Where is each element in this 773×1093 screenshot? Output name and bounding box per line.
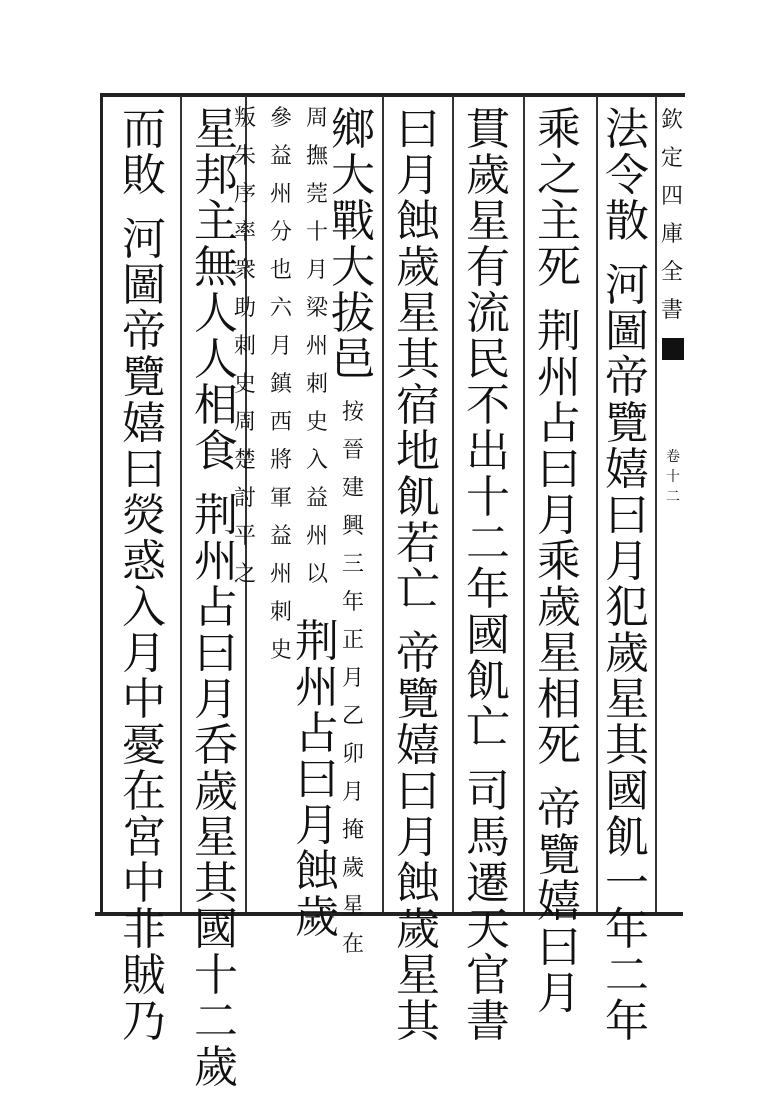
main-text-segment — [534, 784, 584, 1019]
glyph: 入 — [122, 582, 166, 633]
glyph: 民 — [466, 334, 510, 385]
glyph: 星 — [605, 674, 649, 725]
glyph: 人 — [194, 288, 238, 339]
main-text-segment — [328, 104, 378, 385]
glyph: 曰 — [396, 766, 440, 817]
glyph: 出 — [466, 426, 510, 477]
main-text-segment — [463, 104, 513, 753]
glyph: 蝕 — [295, 846, 339, 897]
glyph: 撫 — [305, 144, 328, 169]
glyph: 覽 — [537, 830, 581, 881]
commentary-segment — [302, 108, 332, 602]
glyph: 星 — [396, 950, 440, 1001]
glyph: 益 — [269, 524, 292, 549]
glyph: 覽 — [605, 398, 649, 449]
glyph: 參 — [269, 106, 292, 131]
main-text-segment — [191, 490, 241, 1093]
glyph: 其 — [194, 858, 238, 909]
glyph: 益 — [305, 486, 328, 511]
glyph: 覽 — [122, 352, 166, 403]
margin-title-char: 書 — [660, 298, 683, 323]
glyph: 不 — [466, 380, 510, 431]
glyph: 大 — [331, 242, 375, 293]
glyph: 嬉 — [122, 398, 166, 449]
glyph: 掩 — [341, 818, 364, 843]
glyph: 州 — [269, 562, 292, 587]
glyph: 州 — [194, 536, 238, 587]
glyph: 也 — [269, 258, 292, 283]
text-column — [462, 104, 514, 1047]
glyph: 若 — [396, 518, 440, 569]
glyph: 惑 — [122, 536, 166, 587]
glyph: 月 — [537, 968, 581, 1019]
glyph: 朱 — [233, 144, 256, 169]
glyph: 曰 — [605, 490, 649, 541]
margin-title-char: 全 — [660, 260, 683, 285]
main-text-segment — [292, 616, 342, 943]
fish-tail-mark — [662, 338, 684, 360]
glyph: 刺 — [233, 334, 256, 359]
glyph: 月 — [295, 800, 339, 851]
glyph: 有 — [466, 242, 510, 293]
glyph: 官 — [466, 950, 510, 1001]
glyph: 中 — [122, 674, 166, 725]
glyph: 三 — [341, 552, 364, 577]
main-text-segment — [119, 214, 169, 1047]
glyph: 乘 — [537, 104, 581, 155]
text-column — [190, 104, 242, 1093]
glyph: 人 — [194, 334, 238, 385]
glyph: 犯 — [605, 582, 649, 633]
glyph: 馬 — [466, 812, 510, 863]
glyph: 周 — [233, 410, 256, 435]
glyph: 帝 — [537, 784, 581, 835]
text-column — [264, 108, 298, 678]
glyph: 率 — [233, 220, 256, 245]
glyph: 十 — [466, 472, 510, 523]
glyph: 州 — [305, 524, 328, 549]
glyph: 曰 — [295, 754, 339, 805]
glyph: 河 — [122, 214, 166, 265]
glyph: 十 — [305, 220, 328, 245]
glyph: 州 — [269, 182, 292, 207]
glyph: 年 — [466, 564, 510, 615]
glyph: 國 — [605, 766, 649, 817]
glyph: 司 — [466, 766, 510, 817]
glyph: 州 — [537, 352, 581, 403]
glyph: 月 — [269, 334, 292, 359]
glyph: 書 — [466, 996, 510, 1047]
glyph: 晉 — [341, 438, 364, 463]
main-text-segment — [463, 766, 513, 1047]
glyph: 序 — [233, 182, 256, 207]
glyph: 月 — [341, 780, 364, 805]
glyph: 星 — [194, 104, 238, 155]
glyph: 荆 — [537, 306, 581, 357]
glyph: 國 — [466, 610, 510, 661]
glyph: 史 — [305, 410, 328, 435]
glyph: 占 — [295, 708, 339, 759]
glyph: 年 — [605, 996, 649, 1047]
glyph: 荆 — [295, 616, 339, 667]
glyph: 乙 — [341, 704, 364, 729]
commentary-segment — [266, 108, 296, 678]
juan-char: 十 — [666, 469, 680, 485]
main-text-segment — [393, 104, 443, 615]
glyph: 相 — [194, 380, 238, 431]
glyph: 將 — [269, 448, 292, 473]
glyph: 流 — [466, 288, 510, 339]
glyph: 貫 — [466, 104, 510, 155]
glyph: 嬉 — [605, 444, 649, 495]
glyph: 主 — [537, 196, 581, 247]
glyph: 亡 — [396, 564, 440, 615]
main-text-segment — [534, 306, 584, 771]
glyph: 歲 — [341, 856, 364, 881]
text-column — [601, 104, 653, 1047]
glyph: 二 — [466, 518, 510, 569]
glyph: 歲 — [466, 150, 510, 201]
glyph: 衆 — [233, 258, 256, 283]
glyph: 圖 — [605, 306, 649, 357]
text-column — [392, 104, 444, 1047]
glyph: 歲 — [537, 582, 581, 633]
glyph: 月 — [396, 150, 440, 201]
glyph: 益 — [269, 144, 292, 169]
glyph: 莞 — [305, 182, 328, 207]
glyph: 其 — [396, 334, 440, 385]
glyph: 而 — [122, 104, 166, 155]
glyph: 一 — [605, 858, 649, 909]
glyph: 法 — [605, 104, 649, 155]
glyph: 無 — [194, 242, 238, 293]
glyph: 州 — [295, 662, 339, 713]
glyph: 國 — [194, 904, 238, 955]
glyph: 月 — [305, 258, 328, 283]
glyph: 年 — [341, 590, 364, 615]
glyph: 分 — [269, 220, 292, 245]
glyph: 西 — [269, 410, 292, 435]
glyph: 遷 — [466, 858, 510, 909]
column-rule — [523, 96, 525, 912]
glyph: 相 — [537, 674, 581, 725]
glyph: 死 — [537, 242, 581, 293]
glyph: 月 — [396, 812, 440, 863]
glyph: 卯 — [341, 742, 364, 767]
main-text-segment — [534, 104, 584, 293]
glyph: 亡 — [466, 702, 510, 753]
column-rule — [180, 96, 182, 912]
glyph: 十 — [194, 950, 238, 1001]
glyph: 宿 — [396, 380, 440, 431]
glyph: 星 — [537, 628, 581, 679]
glyph: 歲 — [295, 892, 339, 943]
glyph: 令 — [605, 150, 649, 201]
glyph: 在 — [122, 766, 166, 817]
glyph: 曰 — [396, 104, 440, 155]
glyph: 乘 — [537, 536, 581, 587]
glyph: 敗 — [122, 150, 166, 201]
glyph: 曰 — [537, 922, 581, 973]
glyph: 歲 — [605, 628, 649, 679]
juan-char: 卷 — [666, 449, 680, 465]
glyph: 天 — [466, 904, 510, 955]
column-rule — [452, 96, 454, 912]
glyph: 邑 — [331, 334, 375, 385]
glyph: 占 — [194, 582, 238, 633]
glyph: 二 — [194, 996, 238, 1047]
glyph: 歲 — [396, 904, 440, 955]
main-text-segment — [602, 104, 652, 247]
glyph: 占 — [537, 398, 581, 449]
glyph: 荆 — [194, 490, 238, 541]
glyph: 戰 — [331, 196, 375, 247]
glyph: 飢 — [466, 656, 510, 707]
text-column — [118, 104, 170, 1047]
glyph: 飢 — [396, 472, 440, 523]
glyph: 帝 — [605, 352, 649, 403]
glyph: 其 — [396, 996, 440, 1047]
glyph: 星 — [341, 894, 364, 919]
glyph: 州 — [305, 334, 328, 359]
glyph: 河 — [605, 260, 649, 311]
glyph: 嬉 — [396, 720, 440, 771]
frame-left-rule — [100, 95, 103, 913]
margin-title-char: 欽 — [660, 108, 683, 133]
glyph: 宮 — [122, 812, 166, 863]
glyph: 軍 — [269, 486, 292, 511]
glyph: 刺 — [269, 600, 292, 625]
glyph: 蝕 — [396, 858, 440, 909]
glyph: 鄉 — [331, 104, 375, 155]
glyph: 周 — [305, 106, 328, 131]
glyph: 史 — [269, 638, 292, 663]
glyph: 歲 — [396, 242, 440, 293]
glyph: 月 — [122, 628, 166, 679]
glyph: 曰 — [122, 444, 166, 495]
glyph: 蝕 — [396, 196, 440, 247]
glyph: 楚 — [233, 448, 256, 473]
glyph: 史 — [233, 372, 256, 397]
glyph: 曰 — [537, 444, 581, 495]
glyph: 呑 — [194, 720, 238, 771]
commentary-segment — [338, 402, 368, 972]
glyph: 嬉 — [537, 876, 581, 927]
glyph: 圖 — [122, 260, 166, 311]
glyph: 六 — [269, 296, 292, 321]
glyph: 按 — [341, 400, 364, 425]
glyph: 平 — [233, 524, 256, 549]
glyph: 帝 — [122, 306, 166, 357]
margin-title-char: 定 — [660, 146, 683, 171]
glyph: 月 — [341, 666, 364, 691]
glyph: 之 — [537, 150, 581, 201]
glyph: 歲 — [194, 766, 238, 817]
glyph: 覽 — [396, 674, 440, 725]
glyph: 刺 — [305, 372, 328, 397]
glyph: 散 — [605, 196, 649, 247]
glyph: 食 — [194, 426, 238, 477]
main-text-segment — [393, 628, 443, 1047]
margin-title-char: 四 — [660, 184, 683, 209]
glyph: 憂 — [122, 720, 166, 771]
juan-char: 二 — [666, 489, 680, 505]
main-text-segment — [191, 104, 241, 477]
glyph: 鎮 — [269, 372, 292, 397]
margin-juan-number — [663, 450, 683, 510]
column-rule — [382, 96, 384, 912]
glyph: 星 — [396, 288, 440, 339]
glyph: 之 — [233, 562, 256, 587]
glyph: 入 — [305, 448, 328, 473]
glyph: 拔 — [331, 288, 375, 339]
glyph: 月 — [537, 490, 581, 541]
glyph: 建 — [341, 476, 364, 501]
glyph: 主 — [194, 196, 238, 247]
main-text-segment — [602, 260, 652, 1047]
margin-book-title — [658, 110, 686, 338]
glyph: 叛 — [233, 106, 256, 131]
glyph: 正 — [341, 628, 364, 653]
glyph: 大 — [331, 150, 375, 201]
glyph: 助 — [233, 296, 256, 321]
glyph: 歲 — [194, 1042, 238, 1093]
glyph: 乃 — [122, 996, 166, 1047]
glyph: 非 — [122, 904, 166, 955]
glyph: 地 — [396, 426, 440, 477]
glyph: 年 — [605, 904, 649, 955]
glyph: 月 — [194, 674, 238, 725]
glyph: 其 — [605, 720, 649, 771]
glyph: 賊 — [122, 950, 166, 1001]
frame-bottom-rule — [95, 912, 683, 916]
column-rule — [655, 96, 657, 912]
text-column — [295, 106, 339, 943]
glyph: 以 — [305, 562, 328, 587]
glyph: 梁 — [305, 296, 328, 321]
glyph: 帝 — [396, 628, 440, 679]
glyph: 興 — [341, 514, 364, 539]
glyph: 中 — [122, 858, 166, 909]
glyph: 二 — [605, 950, 649, 1001]
glyph: 飢 — [605, 812, 649, 863]
glyph: 熒 — [122, 490, 166, 541]
margin-title-char: 庫 — [660, 222, 683, 247]
text-column — [533, 104, 585, 1019]
glyph: 月 — [605, 536, 649, 587]
glyph: 在 — [341, 932, 364, 957]
glyph: 曰 — [194, 628, 238, 679]
glyph: 邦 — [194, 150, 238, 201]
main-text-segment — [119, 104, 169, 201]
glyph: 討 — [233, 486, 256, 511]
glyph: 星 — [466, 196, 510, 247]
glyph: 死 — [537, 720, 581, 771]
glyph: 星 — [194, 812, 238, 863]
column-rule — [596, 96, 598, 912]
